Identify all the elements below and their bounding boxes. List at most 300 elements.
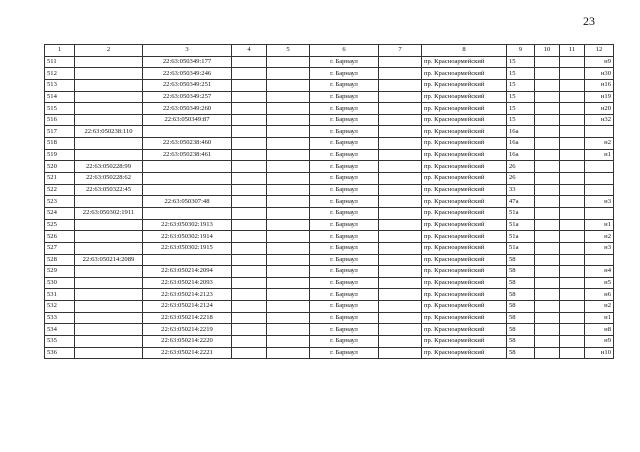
table-row (45, 231, 614, 243)
table-cell: 528 (45, 254, 75, 266)
table-cell: 16а (507, 149, 535, 161)
table-row (45, 254, 614, 266)
table-cell: 527 (45, 242, 75, 254)
table-cell: пр. Красноармейский (422, 114, 507, 126)
table-row (45, 68, 614, 80)
table-cell (267, 277, 310, 289)
column-header: 5 (267, 45, 310, 57)
table-cell (75, 114, 143, 126)
table-cell (560, 103, 585, 115)
table-cell: 16а (507, 126, 535, 138)
table-cell: 22:63:050214:2093 (143, 277, 232, 289)
table-cell: пр. Красноармейский (422, 266, 507, 278)
table-cell (379, 312, 422, 324)
table-cell (379, 138, 422, 150)
table-cell: г. Барнаул (310, 196, 379, 208)
table-cell (535, 266, 560, 278)
table-cell: 15 (507, 68, 535, 80)
table-cell (379, 242, 422, 254)
table-cell (379, 207, 422, 219)
table-cell (232, 114, 267, 126)
table-cell (75, 301, 143, 313)
table-cell (75, 219, 143, 231)
table-row (45, 289, 614, 301)
table-body (45, 56, 614, 359)
table-cell (560, 242, 585, 254)
table-cell: 15 (507, 114, 535, 126)
table-cell (75, 91, 143, 103)
table-cell (267, 266, 310, 278)
table-cell (267, 242, 310, 254)
table-cell (585, 126, 614, 138)
table-cell (232, 173, 267, 185)
table-cell: 514 (45, 91, 75, 103)
table-cell: 51а (507, 231, 535, 243)
table-cell (535, 336, 560, 348)
table-cell: г. Барнаул (310, 138, 379, 150)
table-cell (267, 231, 310, 243)
table-cell: 526 (45, 231, 75, 243)
table-cell (585, 254, 614, 266)
table-cell (535, 184, 560, 196)
table-cell (560, 324, 585, 336)
table-cell (560, 56, 585, 68)
table-cell (560, 114, 585, 126)
table-cell (535, 347, 560, 359)
table-cell: пр. Красноармейский (422, 103, 507, 115)
table-cell (535, 277, 560, 289)
table-row (45, 138, 614, 150)
column-header: 9 (507, 45, 535, 57)
table-cell (267, 56, 310, 68)
table-cell: 536 (45, 347, 75, 359)
table-row (45, 196, 614, 208)
table-cell (232, 324, 267, 336)
table-cell (560, 336, 585, 348)
table-cell (535, 231, 560, 243)
table-cell (232, 56, 267, 68)
table-cell: 16а (507, 138, 535, 150)
table-cell (560, 266, 585, 278)
table-cell (379, 289, 422, 301)
table-row (45, 312, 614, 324)
register-table (44, 44, 614, 359)
table-cell: пр. Красноармейский (422, 289, 507, 301)
table-cell: пр. Красноармейский (422, 207, 507, 219)
table-cell (535, 126, 560, 138)
table-cell: 26 (507, 173, 535, 185)
table-row (45, 336, 614, 348)
table-cell: 525 (45, 219, 75, 231)
table-cell (560, 161, 585, 173)
table-cell: 58 (507, 312, 535, 324)
table-cell: г. Барнаул (310, 79, 379, 91)
table-cell: н3 (585, 242, 614, 254)
table-row (45, 114, 614, 126)
table-cell (535, 161, 560, 173)
table-cell: 26 (507, 161, 535, 173)
table-cell (267, 254, 310, 266)
table-cell: г. Барнаул (310, 347, 379, 359)
table-cell: 517 (45, 126, 75, 138)
table-cell: н32 (585, 114, 614, 126)
table-cell: 513 (45, 79, 75, 91)
table-cell: пр. Красноармейский (422, 301, 507, 313)
table-cell (232, 103, 267, 115)
table-cell (267, 114, 310, 126)
table-cell (75, 266, 143, 278)
table-cell: г. Барнаул (310, 254, 379, 266)
table-cell: 522 (45, 184, 75, 196)
table-cell: н4 (585, 266, 614, 278)
table-cell: н2 (585, 231, 614, 243)
table-cell: 523 (45, 196, 75, 208)
table-cell (560, 277, 585, 289)
table-cell: г. Барнаул (310, 266, 379, 278)
table-cell (379, 254, 422, 266)
table-cell (75, 347, 143, 359)
table-row (45, 207, 614, 219)
table-cell: 524 (45, 207, 75, 219)
table-cell (75, 277, 143, 289)
table-cell: пр. Красноармейский (422, 149, 507, 161)
table-cell (535, 219, 560, 231)
table-cell (560, 312, 585, 324)
table-cell: 22:63:050349:251 (143, 79, 232, 91)
table-cell (585, 207, 614, 219)
table-cell: пр. Красноармейский (422, 324, 507, 336)
table-cell: н19 (585, 91, 614, 103)
table-cell: г. Барнаул (310, 114, 379, 126)
table-cell (379, 91, 422, 103)
table-cell (379, 219, 422, 231)
table-cell (267, 324, 310, 336)
table-cell (232, 126, 267, 138)
table-cell: г. Барнаул (310, 231, 379, 243)
table-cell: пр. Красноармейский (422, 242, 507, 254)
table-cell (267, 219, 310, 231)
table-row (45, 56, 614, 68)
table-cell (585, 184, 614, 196)
table-cell: 58 (507, 324, 535, 336)
table-cell (267, 196, 310, 208)
table-cell (379, 68, 422, 80)
table-cell (75, 79, 143, 91)
table-cell: 518 (45, 138, 75, 150)
table-cell (379, 336, 422, 348)
table-cell: г. Барнаул (310, 173, 379, 185)
table-cell (535, 138, 560, 150)
table-cell: 22:63:050214:2124 (143, 301, 232, 313)
table-cell (535, 173, 560, 185)
column-header: 6 (310, 45, 379, 57)
table-cell (267, 79, 310, 91)
table-cell: 51а (507, 219, 535, 231)
table-cell (232, 219, 267, 231)
table-row (45, 324, 614, 336)
table-cell (535, 103, 560, 115)
table-cell: 15 (507, 103, 535, 115)
table-cell (75, 68, 143, 80)
table-cell: 22:63:050322:45 (75, 184, 143, 196)
table-cell (267, 161, 310, 173)
table-cell (379, 324, 422, 336)
table-cell: 520 (45, 161, 75, 173)
table-cell: н6 (585, 289, 614, 301)
table-cell (379, 149, 422, 161)
table-cell: 530 (45, 277, 75, 289)
table-cell (232, 266, 267, 278)
table-cell: г. Барнаул (310, 126, 379, 138)
table-cell (143, 207, 232, 219)
table-cell: 22:63:050228:99 (75, 161, 143, 173)
table-cell (267, 312, 310, 324)
table-cell (267, 173, 310, 185)
table-cell: 511 (45, 56, 75, 68)
table-cell (560, 231, 585, 243)
table-row (45, 277, 614, 289)
table-cell (535, 242, 560, 254)
table-cell: 515 (45, 103, 75, 115)
table-cell: 22:63:050214:2219 (143, 324, 232, 336)
table-cell (585, 173, 614, 185)
column-header: 10 (535, 45, 560, 57)
table-cell: 529 (45, 266, 75, 278)
table-cell: 22:63:050349:257 (143, 91, 232, 103)
table-cell: 22:63:050302:1915 (143, 242, 232, 254)
table-cell: 22:63:050214:2123 (143, 289, 232, 301)
table-cell: 15 (507, 79, 535, 91)
table-cell: н1 (585, 312, 614, 324)
table-cell: г. Барнаул (310, 56, 379, 68)
table-cell (75, 103, 143, 115)
table-cell (75, 242, 143, 254)
table-cell (535, 312, 560, 324)
table-cell: г. Барнаул (310, 324, 379, 336)
table-cell (379, 114, 422, 126)
table-cell: 58 (507, 254, 535, 266)
table-cell (232, 207, 267, 219)
table-cell (267, 68, 310, 80)
table-cell: пр. Красноармейский (422, 219, 507, 231)
table-cell (267, 301, 310, 313)
table-cell: 521 (45, 173, 75, 185)
table-cell: 22:63:050238:461 (143, 149, 232, 161)
table-cell (379, 173, 422, 185)
table-cell (143, 173, 232, 185)
table-cell: пр. Красноармейский (422, 312, 507, 324)
table-cell: 58 (507, 289, 535, 301)
column-header: 3 (143, 45, 232, 57)
table-row (45, 149, 614, 161)
column-header: 1 (45, 45, 75, 57)
table-cell (535, 56, 560, 68)
table-cell (232, 79, 267, 91)
table-cell: н8 (585, 324, 614, 336)
table-cell: 15 (507, 56, 535, 68)
column-header: 12 (585, 45, 614, 57)
table-cell (560, 289, 585, 301)
table-cell: 22:63:050238:110 (75, 126, 143, 138)
table-cell (560, 196, 585, 208)
page-number: 23 (583, 14, 595, 28)
table-cell: г. Барнаул (310, 68, 379, 80)
table-cell (232, 347, 267, 359)
table-cell (267, 289, 310, 301)
table-cell (560, 138, 585, 150)
table-cell: 58 (507, 301, 535, 313)
table-cell (267, 336, 310, 348)
table-cell: 22:63:050214:2094 (143, 266, 232, 278)
table-cell (75, 312, 143, 324)
table-cell: 22:63:050214:2221 (143, 347, 232, 359)
table-cell: 22:63:050302:1913 (143, 219, 232, 231)
table-cell: 58 (507, 266, 535, 278)
table-cell (560, 207, 585, 219)
table-cell: пр. Красноармейский (422, 184, 507, 196)
table-cell (379, 301, 422, 313)
table-cell (232, 301, 267, 313)
table-cell (75, 336, 143, 348)
table-cell: н20 (585, 103, 614, 115)
header-row (45, 45, 614, 57)
table-cell: 531 (45, 289, 75, 301)
table-cell (232, 149, 267, 161)
table-cell: 533 (45, 312, 75, 324)
table-row (45, 219, 614, 231)
table-cell (379, 277, 422, 289)
table-cell (232, 254, 267, 266)
table-cell: 22:63:050302:1914 (143, 231, 232, 243)
table-cell (267, 103, 310, 115)
table-cell (267, 207, 310, 219)
table-cell (535, 91, 560, 103)
table-cell: н2 (585, 138, 614, 150)
table-row (45, 91, 614, 103)
table-cell (232, 231, 267, 243)
table-cell: г. Барнаул (310, 184, 379, 196)
table-cell (379, 196, 422, 208)
table-cell (232, 289, 267, 301)
table-cell (75, 138, 143, 150)
table-cell (267, 126, 310, 138)
table-cell: пр. Красноармейский (422, 161, 507, 173)
table-cell: пр. Красноармейский (422, 56, 507, 68)
table-cell: г. Барнаул (310, 219, 379, 231)
table-cell: пр. Красноармейский (422, 254, 507, 266)
column-header: 11 (560, 45, 585, 57)
table-cell: 47а (507, 196, 535, 208)
table-cell (75, 196, 143, 208)
table-cell (535, 301, 560, 313)
table-cell: г. Барнаул (310, 207, 379, 219)
table-cell: пр. Красноармейский (422, 138, 507, 150)
table-cell (143, 184, 232, 196)
table-cell: пр. Красноармейский (422, 347, 507, 359)
table-cell (560, 219, 585, 231)
table-cell: г. Барнаул (310, 103, 379, 115)
table-cell: пр. Красноармейский (422, 277, 507, 289)
table-cell: 22:63:050302:1911 (75, 207, 143, 219)
table-cell (560, 91, 585, 103)
table-row (45, 126, 614, 138)
table-cell (75, 149, 143, 161)
table-cell (75, 231, 143, 243)
table-cell (232, 196, 267, 208)
table-cell: 51а (507, 207, 535, 219)
table-cell (232, 184, 267, 196)
table-cell: г. Барнаул (310, 91, 379, 103)
table-cell: г. Барнаул (310, 312, 379, 324)
table-cell (232, 242, 267, 254)
table-cell: 58 (507, 347, 535, 359)
table-cell: 516 (45, 114, 75, 126)
table-cell: н5 (585, 277, 614, 289)
table-row (45, 266, 614, 278)
table-cell: 519 (45, 149, 75, 161)
table-cell (75, 56, 143, 68)
table-cell: пр. Красноармейский (422, 173, 507, 185)
table-row (45, 184, 614, 196)
table-row (45, 79, 614, 91)
table-cell (535, 114, 560, 126)
table-cell (560, 126, 585, 138)
table-cell (267, 347, 310, 359)
table-cell (143, 161, 232, 173)
table-cell (143, 126, 232, 138)
table-cell: 51а (507, 242, 535, 254)
table-cell (267, 149, 310, 161)
table-cell (232, 277, 267, 289)
table-cell (535, 68, 560, 80)
table-cell (560, 347, 585, 359)
table-cell (560, 68, 585, 80)
table-cell: 22:63:050349:260 (143, 103, 232, 115)
table-cell: 15 (507, 91, 535, 103)
table-cell (560, 254, 585, 266)
table-cell (379, 161, 422, 173)
table-cell (560, 173, 585, 185)
table-cell (232, 68, 267, 80)
table-cell: 22:63:050349:177 (143, 56, 232, 68)
table-row (45, 242, 614, 254)
table-cell (585, 161, 614, 173)
table-cell (232, 336, 267, 348)
table-cell: н2 (585, 301, 614, 313)
table-cell (379, 184, 422, 196)
table-cell: 22:63:050349:246 (143, 68, 232, 80)
table-cell: 22:63:050307:48 (143, 196, 232, 208)
table-cell (535, 196, 560, 208)
table-cell (267, 91, 310, 103)
table-cell (379, 56, 422, 68)
table-cell (560, 79, 585, 91)
table-row (45, 103, 614, 115)
table-cell: 22:63:050214:2220 (143, 336, 232, 348)
table-cell: г. Барнаул (310, 289, 379, 301)
table-row (45, 173, 614, 185)
table-cell: н1 (585, 219, 614, 231)
table-cell: н16 (585, 79, 614, 91)
table-cell: 33 (507, 184, 535, 196)
table-cell (75, 289, 143, 301)
table-cell: 22:63:050349:87 (143, 114, 232, 126)
column-header: 2 (75, 45, 143, 57)
table-cell (379, 126, 422, 138)
table-cell: г. Барнаул (310, 336, 379, 348)
table-cell (535, 149, 560, 161)
table-cell: г. Барнаул (310, 242, 379, 254)
